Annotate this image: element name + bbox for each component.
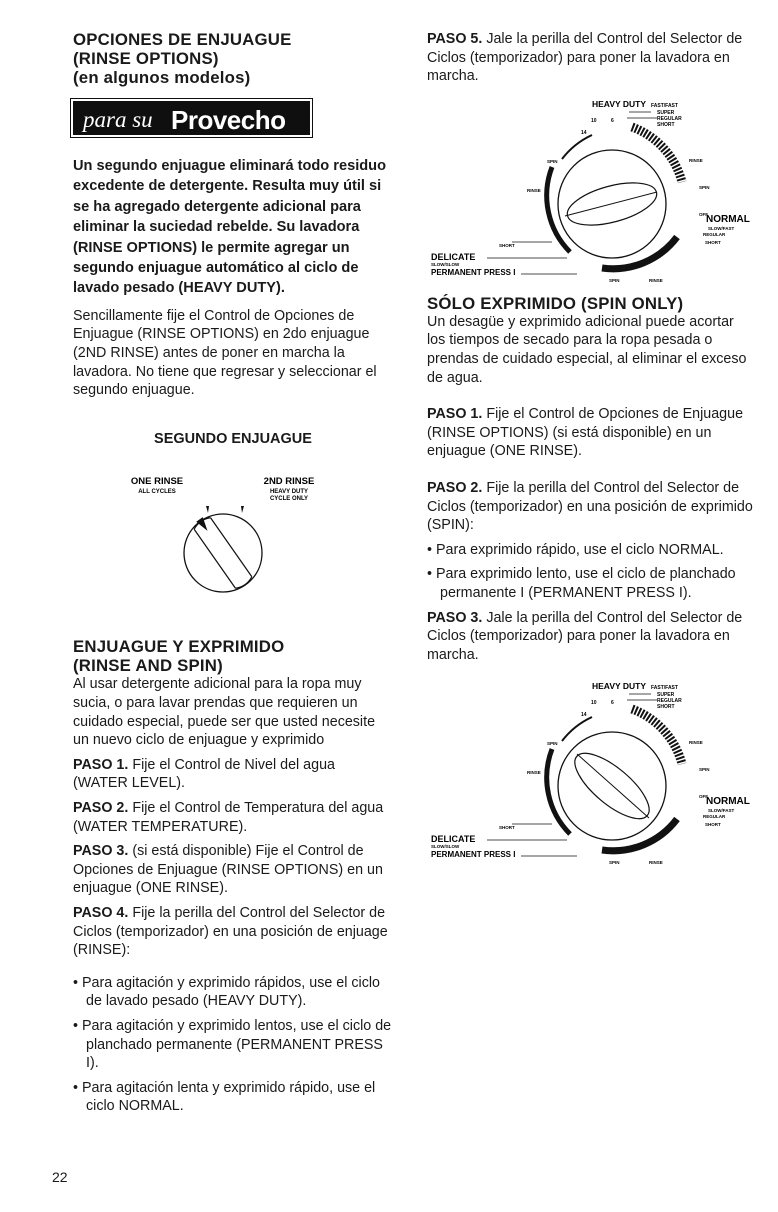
- svg-text:6: 6: [611, 700, 614, 707]
- list-item: • Para agitación y exprimido rápidos, use el ciclo de lavado pesado (HEAVY DUTY).: [73, 974, 380, 1010]
- one-rinse-marker: [206, 506, 209, 513]
- dial-graphic[interactable]: [487, 109, 682, 274]
- svg-text:FAST/FAST: FAST/FAST: [651, 685, 678, 692]
- second-rinse-intro: Un segundo enjuague eliminará todo residuo excedente de detergente. Resulta muy útil si se ha agregado detergente adicional para eliminar la suciedad rebelde. Su lavadora (RINSE OPTIONS) le permite agregar un segundo enjuague automático al ciclo de lavado pesado (HEAVY DUTY).: [73, 158, 386, 297]
- dial-labels: [431, 681, 750, 865]
- rinse-step-4: PASO 4. Fije la perilla del Control del Selector de Ciclos (temporizador) en una posición de enjuage (RINSE):: [73, 904, 388, 959]
- spin-only-heading: SÓLO EXPRIMIDO (SPIN ONLY): [427, 293, 684, 313]
- svg-text:REGULAR: REGULAR: [703, 814, 726, 820]
- svg-text:RINSE: RINSE: [649, 860, 663, 866]
- svg-text:SLOW/FAST: SLOW/FAST: [708, 808, 735, 814]
- list-item: • Para exprimido rápido, use el ciclo NORMAL.: [427, 541, 724, 558]
- list-item: • Para exprimido lento, use el ciclo de planchado permanente I (PERMANENT PRESS I).: [427, 566, 736, 601]
- svg-text:SPIN: SPIN: [699, 184, 710, 190]
- svg-text:DELICATE: DELICATE: [431, 251, 476, 262]
- svg-text:HEAVY DUTY: HEAVY DUTY: [592, 681, 647, 692]
- svg-text:RINSE: RINSE: [689, 740, 703, 746]
- rinse-options-knob-diagram: [73, 470, 393, 625]
- svg-text:SHORT: SHORT: [657, 704, 675, 711]
- svg-text:OFF: OFF: [699, 211, 708, 217]
- svg-text:SPIN: SPIN: [609, 860, 620, 866]
- svg-text:REGULAR: REGULAR: [657, 698, 682, 705]
- svg-text:6: 6: [611, 117, 614, 124]
- rinse-step-1: PASO 1. Fije el Control de Nivel del agua (WATER LEVEL).: [73, 756, 335, 792]
- svg-text:10: 10: [591, 700, 597, 707]
- one-rinse-label: ONE RINSE: [130, 476, 184, 488]
- svg-text:NORMAL: NORMAL: [706, 213, 750, 225]
- spin-step-3: PASO 3. Jale la perilla del Control del Selector de Ciclos (temporizador) para poner la lavadora en marcha.: [427, 609, 743, 663]
- all-cycles-label: ALL CYCLES: [138, 489, 176, 496]
- svg-text:RINSE: RINSE: [689, 157, 703, 163]
- svg-text:SPIN: SPIN: [547, 158, 558, 164]
- svg-text:SUPER: SUPER: [657, 692, 675, 699]
- models-note: (en algunos modelos): [73, 68, 251, 87]
- svg-text:SHORT: SHORT: [499, 825, 515, 831]
- spin-step-1: PASO 1. Fije el Control de Opciones de Enjuague (RINSE OPTIONS) (si está disponible) en un enjuague (ONE RINSE).: [427, 406, 744, 460]
- svg-text:PERMANENT PRESS I: PERMANENT PRESS I: [431, 850, 516, 860]
- para-su-provecho-badge: [73, 101, 310, 135]
- spin-only-intro: Un desagüe y exprimido adicional puede acortar los tiempos de secado para la ropa pesada o prendas de cuidado especial, al eliminar el exceso de agua.: [427, 313, 747, 386]
- dial-labels: [431, 99, 750, 282]
- svg-text:SUPER: SUPER: [657, 109, 675, 116]
- svg-text:HEAVY DUTY: HEAVY DUTY: [592, 98, 647, 109]
- right-column: [427, 30, 753, 874]
- svg-text:RINSE: RINSE: [527, 187, 541, 193]
- svg-text:SPIN: SPIN: [547, 741, 558, 747]
- svg-text:NORMAL: NORMAL: [706, 796, 750, 808]
- svg-text:DELICATE: DELICATE: [431, 834, 476, 845]
- spin-step-2: PASO 2. Fije la perilla del Control del Selector de Ciclos (temporizador) en una posición de exprimido (SPIN):: [427, 479, 753, 534]
- svg-text:REGULAR: REGULAR: [703, 231, 726, 237]
- rinse-options-subheading: (RINSE OPTIONS): [73, 49, 219, 68]
- rinse-step-3: PASO 3. (si está disponible) Fije el Control de Opciones de Enjuague (RINSE OPTIONS) en un enjuague (ONE RINSE).: [73, 843, 383, 897]
- badge-provecho: Provecho: [171, 105, 286, 135]
- rinse-and-spin-heading: ENJUAGUE Y EXPRIMIDO: [73, 637, 285, 657]
- badge-para-su: para su: [83, 107, 153, 132]
- rinse-and-spin-subheading: (RINSE AND SPIN): [73, 656, 223, 676]
- rinse-step-5: PASO 5. Jale la perilla del Control del Selector de Ciclos (temporizador) para poner la lavadora en marcha.: [427, 31, 743, 85]
- knob-outer-ring[interactable]: [184, 514, 262, 592]
- segundo-enjuague-heading: SEGUNDO ENJUAGUE: [154, 430, 312, 447]
- svg-text:SPIN: SPIN: [609, 277, 620, 282]
- rinse-step-2: PASO 2. Fije el Control de Temperatura del agua (WATER TEMPERATURE).: [73, 799, 384, 835]
- rinse-and-spin-intro: Al usar detergente adicional para la ropa muy sucia, o para lavar prendas que requieren un cuidado especial, puede ser que usted necesite un nuevo ciclo de enjuague y exprimido: [73, 676, 376, 749]
- cycle-selector-dial-2: [427, 674, 757, 874]
- svg-text:10: 10: [591, 117, 597, 124]
- svg-text:OFF: OFF: [699, 794, 708, 800]
- second-rinse-label: 2ND RINSE: [263, 476, 315, 488]
- rinse-options-heading: OPCIONES DE ENJUAGUE: [73, 30, 292, 49]
- list-item: • Para agitación y exprimido lentos, use el ciclo de planchado permanente (PERMANENT PRESS I).: [73, 1017, 392, 1072]
- heavy-duty-label: HEAVY DUTY: [269, 489, 309, 496]
- svg-text:SLOW/SLOW: SLOW/SLOW: [431, 261, 460, 267]
- svg-text:SHORT: SHORT: [705, 239, 721, 245]
- svg-text:RINSE: RINSE: [527, 770, 541, 776]
- svg-text:SPIN: SPIN: [699, 767, 710, 773]
- list-item: • Para agitación lenta y exprimido rápido, use el ciclo NORMAL.: [73, 1079, 376, 1115]
- left-column: [73, 30, 393, 1122]
- svg-text:RINSE: RINSE: [649, 277, 663, 282]
- dial-graphic[interactable]: [487, 694, 682, 856]
- svg-text:SHORT: SHORT: [705, 822, 721, 828]
- knob-pointer[interactable]: [191, 514, 253, 591]
- svg-text:REGULAR: REGULAR: [657, 115, 682, 122]
- svg-text:SHORT: SHORT: [657, 121, 675, 128]
- svg-text:14: 14: [581, 712, 587, 719]
- svg-text:FAST/FAST: FAST/FAST: [651, 102, 678, 109]
- svg-text:14: 14: [581, 129, 587, 136]
- second-rinse-marker: [241, 506, 244, 513]
- cycle-only-label: CYCLE ONLY: [269, 496, 309, 503]
- page-number: 22: [52, 1169, 68, 1185]
- svg-text:PERMANENT PRESS I: PERMANENT PRESS I: [431, 267, 516, 277]
- svg-text:SLOW/FAST: SLOW/FAST: [708, 225, 735, 231]
- second-rinse-instructions: Sencillamente fije el Control de Opciones de Enjuague (RINSE OPTIONS) en 2do enjuague (2ND RINSE) antes de poner en marcha la lavadora. No tiene que regresar y seleccionar el segundo enjuague.: [73, 307, 377, 399]
- svg-text:SLOW/SLOW: SLOW/SLOW: [431, 844, 460, 850]
- cycle-selector-dial-1: [427, 92, 757, 282]
- svg-text:SHORT: SHORT: [499, 242, 515, 248]
